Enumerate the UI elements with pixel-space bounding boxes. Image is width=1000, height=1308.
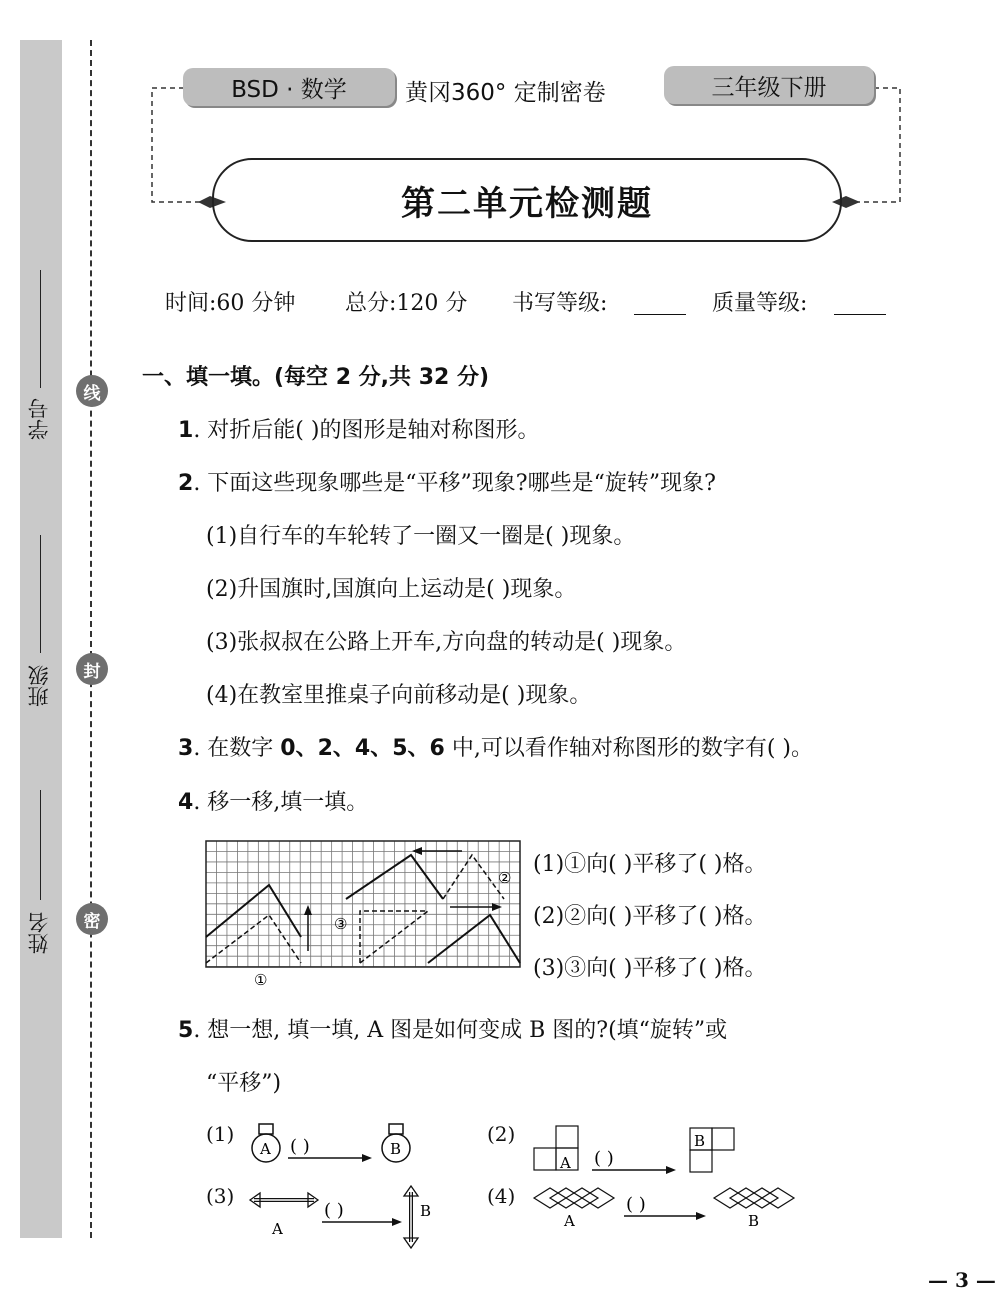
q2-item: (1)自行车的车轮转了一圈又一圈是( )现象。 — [206, 524, 636, 549]
question-number: 5 — [178, 1018, 194, 1043]
svg-text:( ): ( ) — [626, 1194, 646, 1215]
translation-grid — [200, 835, 530, 995]
seal-secret-mark: 密 — [76, 903, 108, 935]
question-text: . 想一想, 填一填, A 图是如何变成 B 图的?(填“旋转”或 — [193, 1018, 728, 1043]
question-text: . 移一移,填一填。 — [193, 790, 369, 815]
svg-text:A: A — [272, 1220, 283, 1238]
question-4 — [178, 785, 368, 816]
grid-label-3: ③ — [334, 915, 348, 933]
section-heading: 一、填一填。(每空 2 分,共 32 分) — [142, 365, 490, 390]
question-5-cont: “平移”) — [206, 1071, 282, 1096]
svg-text:A: A — [564, 1212, 575, 1230]
question-text: . 下面这些现象哪些是“平移”现象?哪些是“旋转”现象? — [193, 471, 716, 496]
grade-tag: 三年级下册 — [664, 66, 874, 104]
svg-text:( ): ( ) — [290, 1136, 310, 1157]
question-number: 1 — [178, 418, 194, 443]
id-label: 学号 — [27, 398, 51, 440]
svg-text:B: B — [390, 1140, 402, 1158]
writing-grade-label: 书写等级: — [512, 291, 608, 316]
q5-item-label: (3) — [206, 1184, 235, 1208]
question-number: 3 — [178, 736, 194, 761]
class-label: 班级 — [27, 665, 51, 707]
page-number: — 3 — — [928, 1268, 996, 1292]
question-text: 中,可以看作轴对称图形的数字有( )。 — [444, 736, 813, 761]
q4-item: (3)③向( )平移了( )格。 — [533, 956, 767, 981]
question-number: 4 — [178, 790, 194, 815]
name-field[interactable] — [40, 790, 41, 900]
time-info: 时间:60 分钟 — [165, 291, 296, 316]
name-label: 姓名 — [27, 912, 51, 954]
bulb-figure — [246, 1118, 426, 1172]
subject-tag: BSD · 数学 — [183, 68, 395, 106]
svg-text:( ): ( ) — [594, 1148, 614, 1169]
quality-grade-label: 质量等级: — [712, 291, 808, 316]
squares-figure — [530, 1124, 750, 1174]
question-1 — [178, 413, 539, 444]
q4-item: (2)②向( )平移了( )格。 — [533, 904, 767, 929]
q5-item-label: (4) — [487, 1184, 516, 1208]
binding-strip — [20, 40, 62, 1238]
svg-text:B: B — [420, 1202, 432, 1220]
q2-item: (3)张叔叔在公路上开车,方向盘的转动是( )现象。 — [206, 630, 687, 655]
id-field[interactable] — [40, 270, 41, 388]
svg-text:B: B — [748, 1212, 760, 1230]
svg-text:A: A — [560, 1154, 571, 1172]
question-5 — [178, 1013, 727, 1044]
digit-list: 0、2、4、5、6 — [280, 736, 445, 761]
title-box — [212, 158, 842, 242]
arrows-figure — [246, 1184, 446, 1250]
cut-line — [90, 40, 92, 1238]
shape-1-original — [206, 885, 301, 937]
seal-seal-mark: 封 — [76, 653, 108, 685]
question-text: . 对折后能( )的图形是轴对称图形。 — [193, 418, 540, 443]
question-2 — [178, 466, 716, 497]
series-name: 黄冈360° 定制密卷 — [405, 80, 606, 106]
q5-item-label: (1) — [206, 1122, 235, 1146]
q2-item: (4)在教室里推桌子向前移动是( )现象。 — [206, 683, 592, 708]
svg-text:( ): ( ) — [324, 1200, 344, 1221]
q5-item-label: (2) — [487, 1122, 516, 1146]
writing-grade-field[interactable] — [634, 314, 686, 315]
quality-grade-field[interactable] — [834, 314, 886, 315]
seal-line-mark: 线 — [76, 375, 108, 407]
question-number: 2 — [178, 471, 194, 496]
page-title: 第二单元检测题 — [401, 183, 653, 224]
total-score: 总分:120 分 — [345, 291, 468, 316]
grid-label-1: ① — [254, 971, 268, 989]
class-field[interactable] — [40, 535, 41, 653]
grid-label-2: ② — [498, 869, 512, 887]
q2-item: (2)升国旗时,国旗向上运动是( )现象。 — [206, 577, 577, 602]
diamonds-figure — [530, 1180, 800, 1234]
svg-text:A: A — [260, 1140, 271, 1158]
q4-item: (1)①向( )平移了( )格。 — [533, 852, 767, 877]
svg-text:B: B — [694, 1132, 706, 1150]
question-text: . 在数字 — [193, 736, 281, 761]
question-3 — [178, 731, 813, 762]
